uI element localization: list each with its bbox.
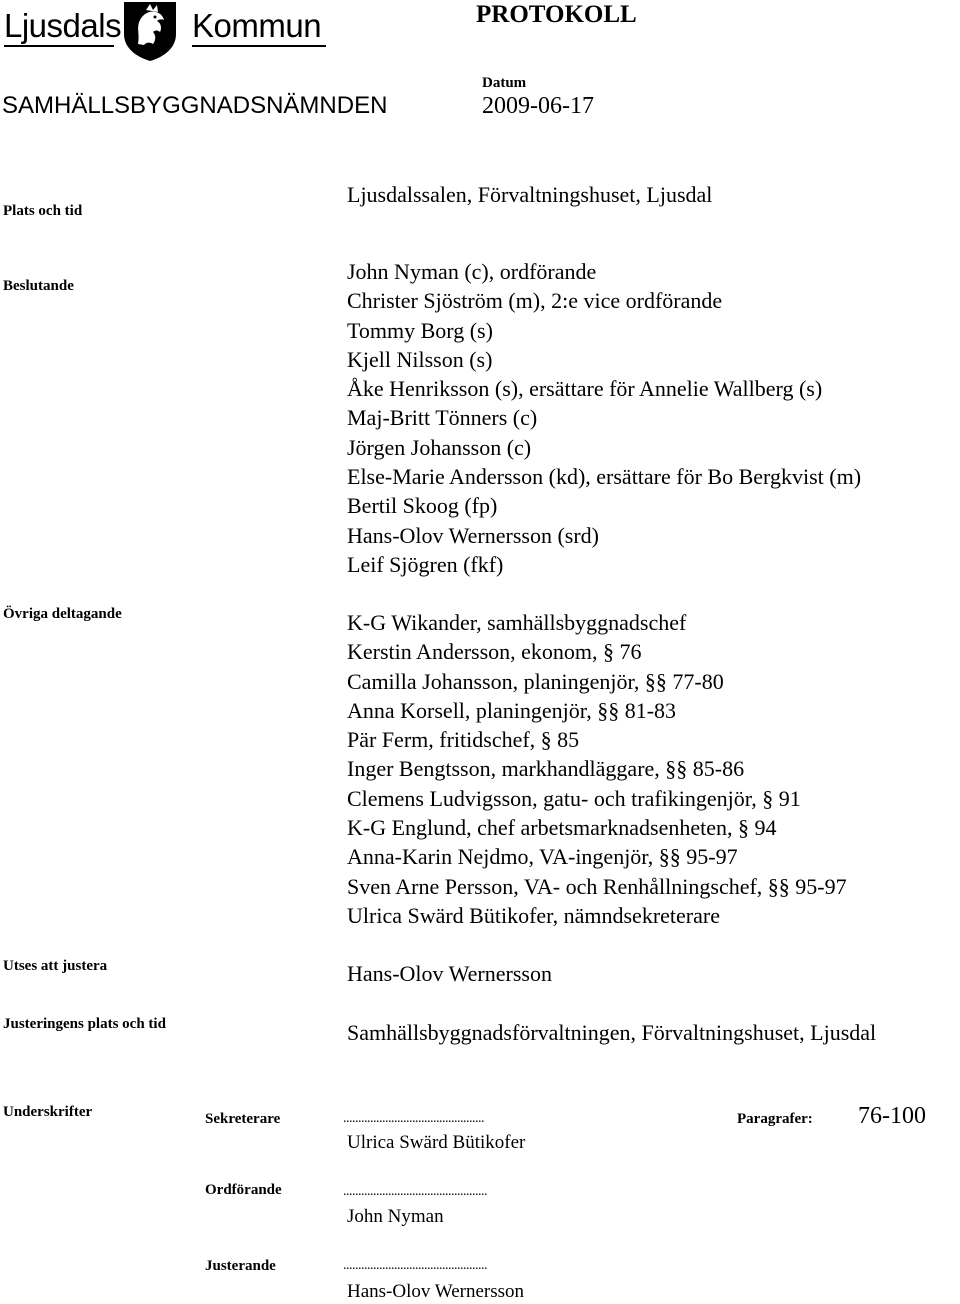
adjuster-value: Hans-Olov Wernersson bbox=[347, 961, 552, 986]
chair-signature-line: ................................................ bbox=[343, 1184, 487, 1199]
adjuster-signature-line: ................................................ bbox=[343, 1258, 487, 1273]
list-item: Kjell Nilsson (s) bbox=[347, 346, 493, 372]
list-item: Maj-Britt Tönners (c) bbox=[347, 405, 538, 431]
list-item: Tommy Borg (s) bbox=[347, 317, 493, 343]
list-item: Kerstin Andersson, ekonom, § 76 bbox=[347, 639, 642, 665]
list-item: Inger Bengtsson, markhandläggare, §§ 85-86 bbox=[347, 756, 745, 782]
adjuster-label: Utses att justera bbox=[3, 958, 108, 974]
list-item: Jörgen Johansson (c) bbox=[347, 434, 532, 460]
secretary-label: Sekreterare bbox=[205, 1111, 281, 1127]
list-item: Clemens Ludvigsson, gatu- och trafikingenjör, § 91 bbox=[347, 785, 801, 811]
date-value: 2009-06-17 bbox=[482, 93, 594, 119]
adjuster-signature-label: Justerande bbox=[205, 1258, 276, 1274]
list-item: Bertil Skoog (fp) bbox=[347, 493, 498, 519]
list-item: Åke Henriksson (s), ersättare för Annelie Wallberg (s) bbox=[347, 376, 823, 402]
secretary-signature-line: ............................................... bbox=[343, 1111, 484, 1126]
logo-underline-left bbox=[4, 45, 114, 47]
list-item: John Nyman (c), ordförande bbox=[347, 259, 597, 284]
list-item: K-G Englund, chef arbetsmarknadsenheten, § 94 bbox=[347, 815, 777, 841]
list-item: Anna-Karin Nejdmo, VA-ingenjör, §§ 95-97 bbox=[347, 844, 738, 870]
paragraphs-value: 76-100 bbox=[858, 1103, 926, 1129]
adjustment-place-value: Samhällsbyggnadsförvaltningen, Förvaltningshuset, Ljusdal bbox=[347, 1020, 877, 1045]
chair-name: John Nyman bbox=[347, 1206, 444, 1227]
other-participants-label: Övriga deltagande bbox=[3, 606, 122, 622]
place-time-value: Ljusdalssalen, Förvaltningshuset, Ljusdal bbox=[347, 182, 713, 207]
logo-text-ljusdals: Ljusdals bbox=[4, 7, 122, 44]
list-item: Hans-Olov Wernersson (srd) bbox=[347, 522, 599, 548]
other-participants-list bbox=[347, 608, 847, 930]
list-item: Camilla Johansson, planingenjör, §§ 77-80 bbox=[347, 668, 724, 694]
coat-of-arms-logo bbox=[120, 0, 180, 62]
list-item: Anna Korsell, planingenjör, §§ 81-83 bbox=[347, 697, 677, 723]
list-item: Leif Sjögren (fkf) bbox=[347, 551, 504, 577]
chair-label: Ordförande bbox=[205, 1182, 282, 1198]
committee-name: SAMHÄLLSBYGGNADSNÄMNDEN bbox=[2, 92, 388, 119]
paragraphs-label: Paragrafer: bbox=[737, 1111, 813, 1127]
document-title: PROTOKOLL bbox=[476, 1, 637, 28]
logo-text-kommun: Kommun bbox=[192, 7, 322, 44]
logo-underline-right bbox=[192, 45, 326, 47]
list-item: Sven Arne Persson, VA- och Renhållningschef, §§ 95-97 bbox=[347, 873, 847, 899]
list-item: Else-Marie Andersson (kd), ersättare för Bo Bergkvist (m) bbox=[347, 464, 862, 490]
adjustment-place-label: Justeringens plats och tid bbox=[3, 1016, 166, 1032]
decision-makers-label: Beslutande bbox=[3, 278, 74, 294]
list-item: K-G Wikander, samhällsbyggnadschef bbox=[347, 610, 687, 635]
list-item: Pär Ferm, fritidschef, § 85 bbox=[347, 727, 580, 753]
date-label: Datum bbox=[482, 75, 527, 91]
secretary-name: Ulrica Swärd Bütikofer bbox=[347, 1132, 526, 1153]
list-item: Christer Sjöström (m), 2:e vice ordförande bbox=[347, 288, 723, 314]
adjuster-signature-name: Hans-Olov Wernersson bbox=[347, 1281, 525, 1302]
list-item: Ulrica Swärd Bütikofer, nämndsekreterare bbox=[347, 902, 720, 928]
signatures-label: Underskrifter bbox=[3, 1104, 93, 1120]
decision-makers-list bbox=[347, 257, 861, 579]
place-time-label: Plats och tid bbox=[3, 203, 83, 219]
